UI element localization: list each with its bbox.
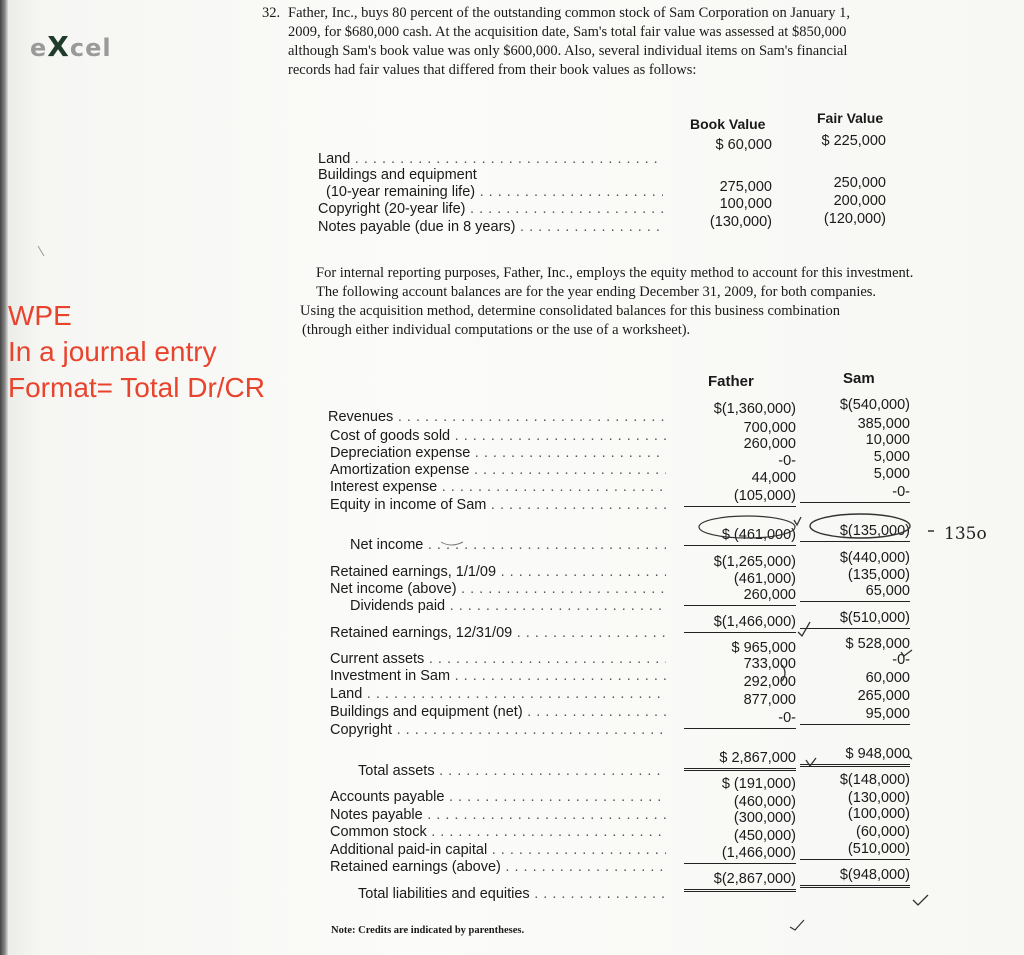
sam-value: (510,000) — [800, 840, 910, 860]
balance-row-label: Amortization expense . . . — [330, 461, 666, 480]
sam-value: $(148,000) — [839, 772, 910, 788]
balance-row-label: Retained earnings, 1/1/09 . . . — [330, 563, 666, 582]
balance-row-label: Retained earnings (above) . . . — [330, 858, 666, 877]
fv-book-value: (130,000) — [709, 214, 772, 230]
check-mark — [913, 895, 928, 905]
father-value: $ (191,000) — [721, 776, 796, 792]
fv-row-label: Buildings and equipment — [318, 167, 477, 183]
father-value: $(1,360,000) — [713, 401, 796, 417]
fv-fair-value: (120,000) — [823, 211, 886, 227]
pen-circle-father — [699, 516, 795, 538]
header-fair-value: Fair Value — [817, 110, 884, 126]
scan-speck — [38, 246, 44, 256]
balance-row-label: Investment in Sam . . . — [330, 667, 666, 686]
balance-row-label: Total assets . . . — [358, 762, 666, 781]
father-value: $(2,867,000) — [684, 870, 796, 892]
sam-value: $(540,000) — [839, 397, 910, 413]
balance-row-label: Total liabilities and equities . . . — [358, 885, 666, 904]
pen-bracket — [782, 665, 785, 681]
balance-row-label: Net income . . . — [350, 536, 666, 555]
balance-row-label: Dividends paid . . . — [350, 597, 666, 616]
father-value: (461,000) — [733, 571, 796, 587]
annotation-line: Format= Total Dr/CR — [8, 372, 265, 403]
father-value: (450,000) — [733, 828, 796, 844]
father-value: 260,000 — [684, 586, 796, 606]
balance-row-label: Revenues . . . — [328, 408, 666, 427]
sam-value: $(135,000) — [800, 522, 910, 542]
father-value: $(1,265,000) — [713, 554, 796, 570]
instructions-line: Using the acquisition method, determine consolidated balances for this business combination — [300, 303, 841, 319]
check-mark — [794, 517, 801, 525]
father-value: (300,000) — [733, 810, 796, 826]
sam-value: 10,000 — [865, 432, 910, 448]
sam-value: -0- — [800, 483, 910, 503]
balance-row-label: Additional paid-in capital . . . — [330, 841, 666, 860]
logo-right: cel — [69, 34, 112, 62]
fv-fair-value: $ 225,000 — [821, 133, 886, 149]
sam-value: 385,000 — [857, 416, 910, 432]
balance-row-label: Notes payable . . . — [330, 806, 666, 825]
header-sam: Sam — [843, 370, 875, 387]
sam-value: (60,000) — [855, 824, 910, 840]
problem-line: Father, Inc., buys 80 percent of the outstanding common stock of Sam Corporation on January 1, — [288, 5, 850, 21]
header-book-value: Book Value — [690, 116, 766, 132]
balance-row-label: Current assets . . . — [330, 650, 666, 669]
balance-row-label: Accounts payable . . . — [330, 788, 666, 807]
sam-value: 5,000 — [873, 449, 910, 465]
fv-row-label: Land . . . — [318, 150, 663, 169]
father-value: (105,000) — [684, 487, 796, 507]
balance-row-label: Copyright . . . — [330, 721, 666, 740]
father-value: 44,000 — [751, 470, 796, 486]
balance-row-label: Buildings and equipment (net) . . . — [330, 703, 666, 722]
sam-value: 60,000 — [865, 670, 910, 686]
problem-line: records had fair values that differed from their book values as follows: — [288, 62, 697, 78]
sam-value: $(948,000) — [800, 866, 910, 888]
sam-value: 5,000 — [873, 466, 910, 482]
balance-row-label: Cost of goods sold . . . — [330, 427, 666, 446]
sam-value: -0- — [892, 652, 910, 668]
problem-line: although Sam's book value was only $600,000. Also, several individual items on Sam's financial — [288, 43, 848, 59]
father-value: 877,000 — [743, 692, 796, 708]
father-value: $(1,466,000) — [684, 613, 796, 633]
sam-value: 65,000 — [800, 582, 910, 602]
handwritten-note: 135o — [944, 524, 987, 544]
header-father: Father — [708, 373, 754, 390]
problem-line: 2009, for $680,000 cash. At the acquisition date, Sam's total fair value was assessed at $850,000 — [288, 24, 847, 40]
check-mark — [790, 920, 804, 930]
footnote: Note: Credits are indicated by parentheses. — [331, 925, 525, 936]
annotation-line: In a journal entry — [8, 336, 217, 367]
check-mark — [908, 756, 912, 759]
father-value: 700,000 — [743, 420, 796, 436]
father-value: $ (461,000) — [684, 526, 796, 546]
fv-fair-value: 250,000 — [833, 175, 886, 191]
sam-value: $ 948,000 — [800, 745, 910, 767]
logo-x: X — [47, 30, 70, 63]
pen-mark — [441, 542, 463, 545]
check-mark — [901, 650, 912, 656]
father-value: (1,466,000) — [684, 844, 796, 864]
instructions-line: For internal reporting purposes, Father, Inc., employs the equity method to account for this investment. — [316, 265, 914, 281]
father-value: 733,000 — [743, 656, 796, 672]
father-value: $ 965,000 — [731, 640, 796, 656]
balance-row-label: Equity in income of Sam . . . — [330, 496, 666, 515]
balance-row-label: Retained earnings, 12/31/09 . . . — [330, 624, 666, 643]
sam-value: 265,000 — [857, 688, 910, 704]
balance-row-label: Land . . . — [330, 685, 666, 704]
fv-row-label: (10-year remaining life) . . . — [326, 183, 663, 202]
check-mark — [806, 758, 816, 766]
sam-value: (135,000) — [847, 567, 910, 583]
fv-book-value: $ 60,000 — [715, 137, 772, 153]
father-value: -0- — [778, 453, 796, 469]
fv-book-value: 275,000 — [719, 179, 772, 195]
sam-value: (130,000) — [847, 790, 910, 806]
father-value: -0- — [684, 709, 796, 729]
pen-circle-sam — [810, 514, 910, 538]
fv-book-value: 100,000 — [719, 196, 772, 212]
annotation-line: WPE — [8, 300, 72, 331]
balance-row-label: Interest expense . . . — [330, 478, 666, 497]
sam-value: $(440,000) — [839, 550, 910, 566]
logo-left: e — [30, 34, 48, 62]
fv-fair-value: 200,000 — [833, 193, 886, 209]
instructions-line: The following account balances are for the year ending December 31, 2009, for both companies. — [316, 284, 877, 300]
balance-row-label: Depreciation expense . . . — [330, 444, 666, 463]
sam-value: $ 528,000 — [845, 636, 910, 652]
balance-row-label: Common stock . . . — [330, 823, 666, 842]
sam-value: (100,000) — [847, 806, 910, 822]
sam-value: $(510,000) — [800, 609, 910, 629]
instructions-line: (through either individual computations or the use of a worksheet). — [302, 322, 691, 338]
fv-row-label: Copyright (20-year life) . . . — [318, 200, 663, 219]
father-value: 292,000 — [743, 674, 796, 690]
check-mark — [798, 622, 810, 636]
fv-row-label: Notes payable (due in 8 years) . . . — [318, 218, 663, 237]
father-value: (460,000) — [733, 794, 796, 810]
sam-value: 95,000 — [800, 705, 910, 725]
balance-row-label: Net income (above) . . . — [330, 580, 666, 599]
problem-number: 32. — [262, 5, 281, 21]
father-value: 260,000 — [743, 436, 796, 452]
father-value: $ 2,867,000 — [684, 749, 796, 771]
